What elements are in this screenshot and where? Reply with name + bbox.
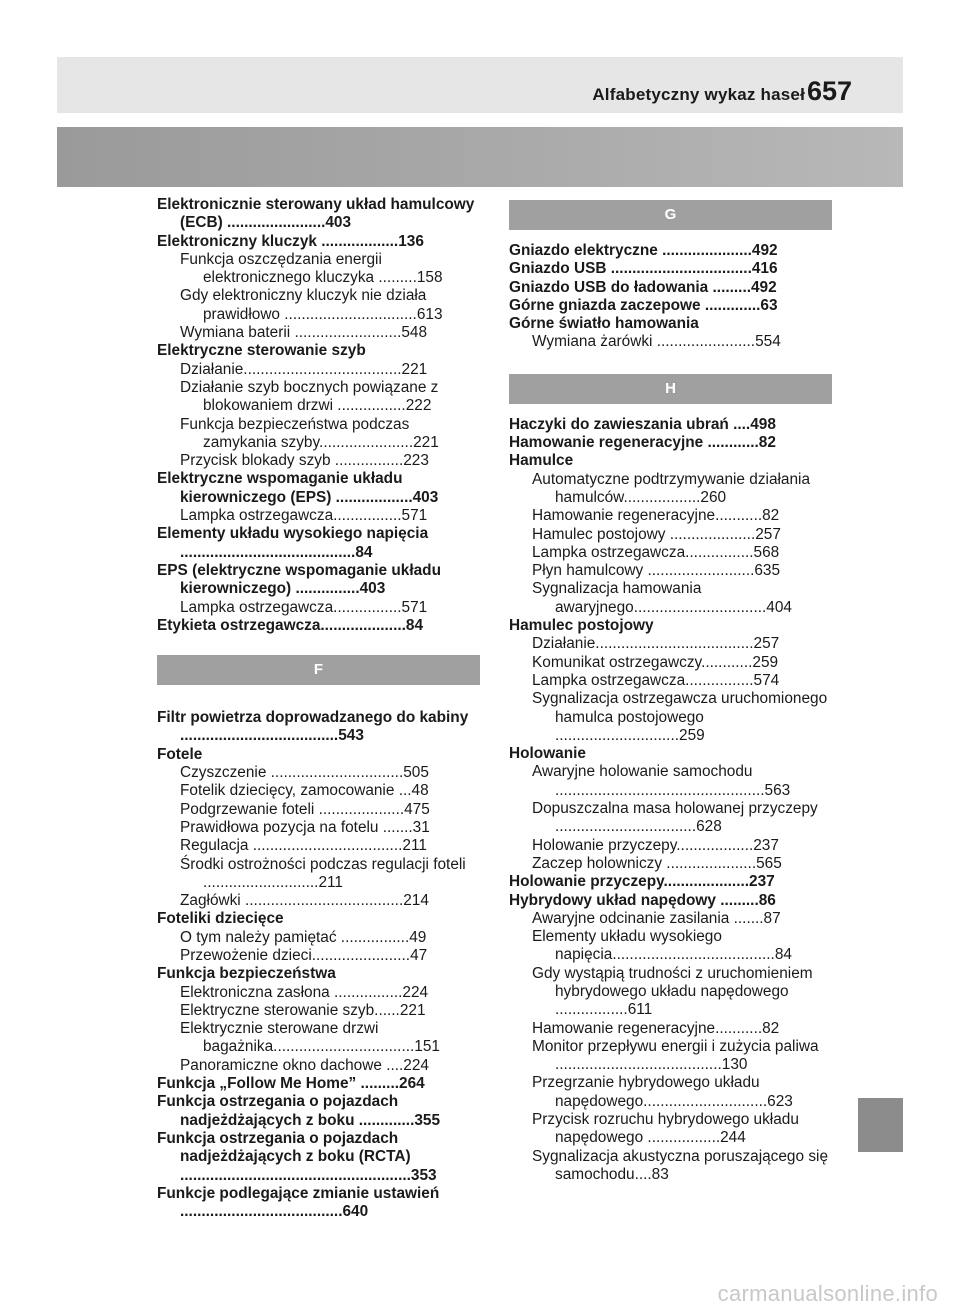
index-entry: [509, 617, 832, 635]
entry-text: Lampka ostrzegawcza................571: [180, 598, 428, 616]
page-title: Alfabetyczny wykaz haseł: [592, 85, 805, 104]
entry-text: Hamowanie regeneracyjne ............82: [509, 434, 776, 452]
index-subentry: [509, 965, 832, 1020]
section-header-g: G: [509, 200, 832, 230]
entry-text: Lampka ostrzegawcza................571: [180, 507, 428, 525]
entry-text: O tym należy pamiętać ................49: [180, 928, 427, 946]
entry-text: Elementy układu wysokiego napięcia .........................................84: [157, 525, 429, 561]
index-entry: [157, 1075, 480, 1093]
entry-text: Płyn hamulcowy .........................635: [532, 562, 781, 580]
index-entry: [157, 910, 480, 928]
index-subentry: [509, 1020, 832, 1038]
entry-text: Gdy wystąpią trudności z uruchomieniem hybrydowego układu napędowego .................611: [532, 964, 813, 1019]
entry-text: Monitor przepływu energii i zużycia paliwa .......................................130: [532, 1037, 819, 1074]
index-entry: [509, 242, 832, 260]
entry-text: Etykieta ostrzegawcza....................84: [157, 616, 424, 634]
entry-text: Filtr powietrza doprowadzanego do kabiny .....................................543: [157, 709, 469, 745]
entry-text: Hamowanie regeneracyjne...........82: [532, 1019, 780, 1037]
entry-text: Górne gniazda zaczepowe .............63: [509, 296, 778, 314]
index-entry: [509, 416, 832, 434]
index-subentry: [157, 1057, 480, 1075]
index-subentry: [157, 251, 480, 288]
entry-text: Elektrycznie sterowane drzwi bagażnika.................................151: [180, 1020, 440, 1056]
index-subentry: [509, 763, 832, 800]
entry-text: Przycisk rozruchu hybrydowego układu napędowego .................244: [532, 1111, 799, 1147]
index-entry: [157, 746, 480, 764]
index-subentry: [157, 324, 480, 342]
entry-text: Hamulec postojowy: [509, 617, 654, 635]
index-entry: [157, 1185, 480, 1222]
index-entry: [157, 196, 480, 233]
index-subentry: [509, 928, 832, 965]
entry-text: Działanie szyb bocznych powiązane z blokowaniem drzwi ................222: [180, 378, 439, 415]
entry-text: Hamowanie regeneracyjne...........82: [532, 507, 780, 525]
entry-text: Funkcje podlegające zmianie ustawień ......................................640: [157, 1184, 440, 1221]
index-subentry: [509, 1038, 832, 1075]
entry-text: Środki ostrożności podczas regulacji foteli ...........................211: [180, 855, 466, 891]
index-entry: [509, 315, 832, 333]
entry-text: Elektryczne sterowanie szyb......221: [180, 1001, 426, 1019]
index-subentry: [509, 562, 832, 580]
entry-text: Haczyki do zawieszania ubrań ....498: [509, 415, 776, 433]
index-entry: [509, 279, 832, 297]
index-subentry: [157, 379, 480, 416]
index-entry: [509, 260, 832, 278]
index-subentry: [509, 526, 832, 544]
entry-text: Elektroniczny kluczyk ..................136: [157, 232, 424, 250]
entry-text: Panoramiczne okno dachowe ....224: [180, 1056, 429, 1074]
index-entry: [509, 434, 832, 452]
index-subentry: [509, 635, 832, 653]
decorative-band: [57, 127, 903, 187]
entry-text: Hamulce: [509, 452, 574, 470]
index-subentry: [157, 984, 480, 1002]
index-subentry: [509, 580, 832, 617]
entry-text: Fotelik dziecięcy, zamocowanie ...48: [180, 782, 429, 800]
index-entry: [157, 1093, 480, 1130]
entry-text: Hybrydowy układ napędowy .........86: [509, 891, 776, 909]
index-subentry: [509, 800, 832, 837]
index-subentry: [509, 910, 832, 928]
index-entry: [157, 709, 480, 746]
index-subentry: [157, 837, 480, 855]
index-subentry: [157, 1002, 480, 1020]
entry-text: Przegrzanie hybrydowego układu napędowego.............................623: [532, 1074, 793, 1110]
index-entry: [509, 892, 832, 910]
index-subentry: [157, 819, 480, 837]
entry-text: Lampka ostrzegawcza................568: [532, 543, 780, 561]
index-subentry: [509, 855, 832, 873]
index-subentry: [157, 1020, 480, 1057]
index-subentry: [157, 764, 480, 782]
entry-text: Funkcja oszczędzania energii elektronicznego kluczyka .........158: [180, 250, 443, 287]
entry-text: Foteliki dziecięce: [157, 910, 284, 928]
index-subentry: [509, 1111, 832, 1148]
index-entry: [157, 470, 480, 507]
index-subentry: [157, 947, 480, 965]
index-subentry: [157, 892, 480, 910]
entry-text: Działanie.....................................221: [180, 360, 428, 378]
index-subentry: [157, 416, 480, 453]
entry-text: Gniazdo elektryczne .....................492: [509, 242, 778, 259]
entry-text: Gniazdo USB do ładowania .........492: [509, 278, 777, 296]
entry-text: Sygnalizacja akustyczna poruszającego się samochodu....83: [532, 1147, 829, 1183]
entry-text: Wymiana żarówki .......................554: [532, 333, 781, 351]
index-subentry: [157, 507, 480, 525]
index-subentry: [509, 654, 832, 672]
entry-text: Funkcja ostrzegania o pojazdach nadjeżdżających z boku .............355: [157, 1093, 441, 1129]
entry-text: Funkcja bezpieczeństwa podczas zamykania szyby......................221: [180, 415, 439, 451]
index-entry: [157, 965, 480, 983]
entry-text: EPS (elektryczne wspomaganie układu kierowniczego) ...............403: [157, 561, 441, 598]
section-tab-marker: [858, 1098, 903, 1152]
index-column-left: [157, 196, 480, 1221]
index-subentry: [509, 544, 832, 562]
entry-text: Hamulec postojowy ....................257: [532, 525, 781, 543]
index-subentry: [509, 507, 832, 525]
entry-text: Komunikat ostrzegawczy............259: [532, 653, 779, 671]
entry-text: Przycisk blokady szyb ................223: [180, 452, 429, 470]
index-subentry: [157, 929, 480, 947]
index-subentry: [509, 1148, 832, 1185]
entry-text: Awaryjne holowanie samochodu .................................................563: [532, 763, 791, 799]
entry-text: Regulacja ...................................211: [180, 837, 427, 855]
index-entry: [157, 233, 480, 251]
entry-text: Sygnalizacja hamowania awaryjnego...............................404: [532, 580, 792, 616]
entry-text: Awaryjne odcinanie zasilania .......87: [532, 909, 781, 927]
entry-text: Zagłówki .....................................214: [180, 892, 429, 910]
watermark: carmanualsonline.info: [717, 1281, 938, 1306]
entry-text: Elektroniczna zasłona ................224: [180, 983, 429, 1001]
entry-text: Funkcja „Follow Me Home” .........264: [157, 1075, 425, 1093]
index-subentry: [509, 672, 832, 690]
entry-text: Przewożenie dzieci.......................47: [180, 946, 428, 964]
entry-text: Podgrzewanie foteli ....................475: [180, 800, 430, 818]
index-subentry: [157, 782, 480, 800]
index-entry: [509, 873, 832, 891]
index-subentry: [509, 471, 832, 508]
index-subentry: [157, 452, 480, 470]
entry-text: Elektryczne wspomaganie układu kierowniczego (EPS) ..................403: [157, 470, 439, 506]
entry-text: Górne światło hamowania: [509, 315, 699, 333]
section-header-h: H: [509, 374, 832, 404]
entry-text: Holowanie: [509, 745, 586, 763]
index-entry: [157, 617, 480, 635]
entry-text: Wymiana baterii .........................548: [180, 324, 428, 342]
entry-text: Funkcja ostrzegania o pojazdach nadjeżdżających z boku (RCTA) ......................................................353: [157, 1129, 437, 1184]
entry-text: Lampka ostrzegawcza................574: [532, 671, 780, 689]
index-entry: [157, 562, 480, 599]
index-subentry: [157, 361, 480, 379]
page-number: 657: [806, 76, 852, 106]
section-header-f: F: [157, 655, 480, 685]
index-subentry: [157, 801, 480, 819]
index-subentry: [509, 333, 832, 351]
index-entry: [157, 1130, 480, 1185]
entry-text: Funkcja bezpieczeństwa: [157, 965, 336, 983]
entry-text: Prawidłowa pozycja na fotelu .......31: [180, 818, 430, 836]
entry-text: Działanie.....................................257: [532, 635, 780, 653]
entry-text: Elektryczne sterowanie szyb: [157, 342, 366, 360]
index-subentry: [157, 287, 480, 324]
entry-text: Holowanie przyczepy....................237: [509, 873, 775, 891]
index-entry: [509, 452, 832, 470]
index-column-right: [509, 200, 832, 1184]
index-subentry: [509, 1074, 832, 1111]
entry-text: Holowanie przyczepy..................237: [532, 836, 779, 854]
entry-text: Gniazdo USB .................................416: [509, 260, 778, 278]
index-entry: [509, 297, 832, 315]
entry-text: Elementy układu wysokiego napięcia......................................84: [532, 928, 792, 964]
entry-text: Dopuszczalna masa holowanej przyczepy .................................628: [532, 800, 818, 836]
index-subentry: [157, 599, 480, 617]
index-subentry: [509, 690, 832, 745]
entry-text: Zaczep holowniczy .....................565: [532, 854, 782, 872]
index-subentry: [157, 856, 480, 893]
entry-text: Gdy elektroniczny kluczyk nie działa prawidłowo ...............................613: [180, 287, 443, 323]
entry-text: Czyszczenie ...............................505: [180, 764, 429, 782]
entry-text: Elektronicznie sterowany układ hamulcowy (ECB) .......................403: [157, 196, 475, 232]
index-entry: [157, 525, 480, 562]
index-entry: [509, 745, 832, 763]
entry-text: Sygnalizacja ostrzegawcza uruchomionego hamulca postojowego .............................259: [532, 690, 828, 744]
entry-text: Automatyczne podtrzymywanie działania hamulców..................260: [532, 470, 811, 506]
index-entry: [157, 342, 480, 360]
index-subentry: [509, 837, 832, 855]
entry-text: Fotele: [157, 745, 203, 763]
